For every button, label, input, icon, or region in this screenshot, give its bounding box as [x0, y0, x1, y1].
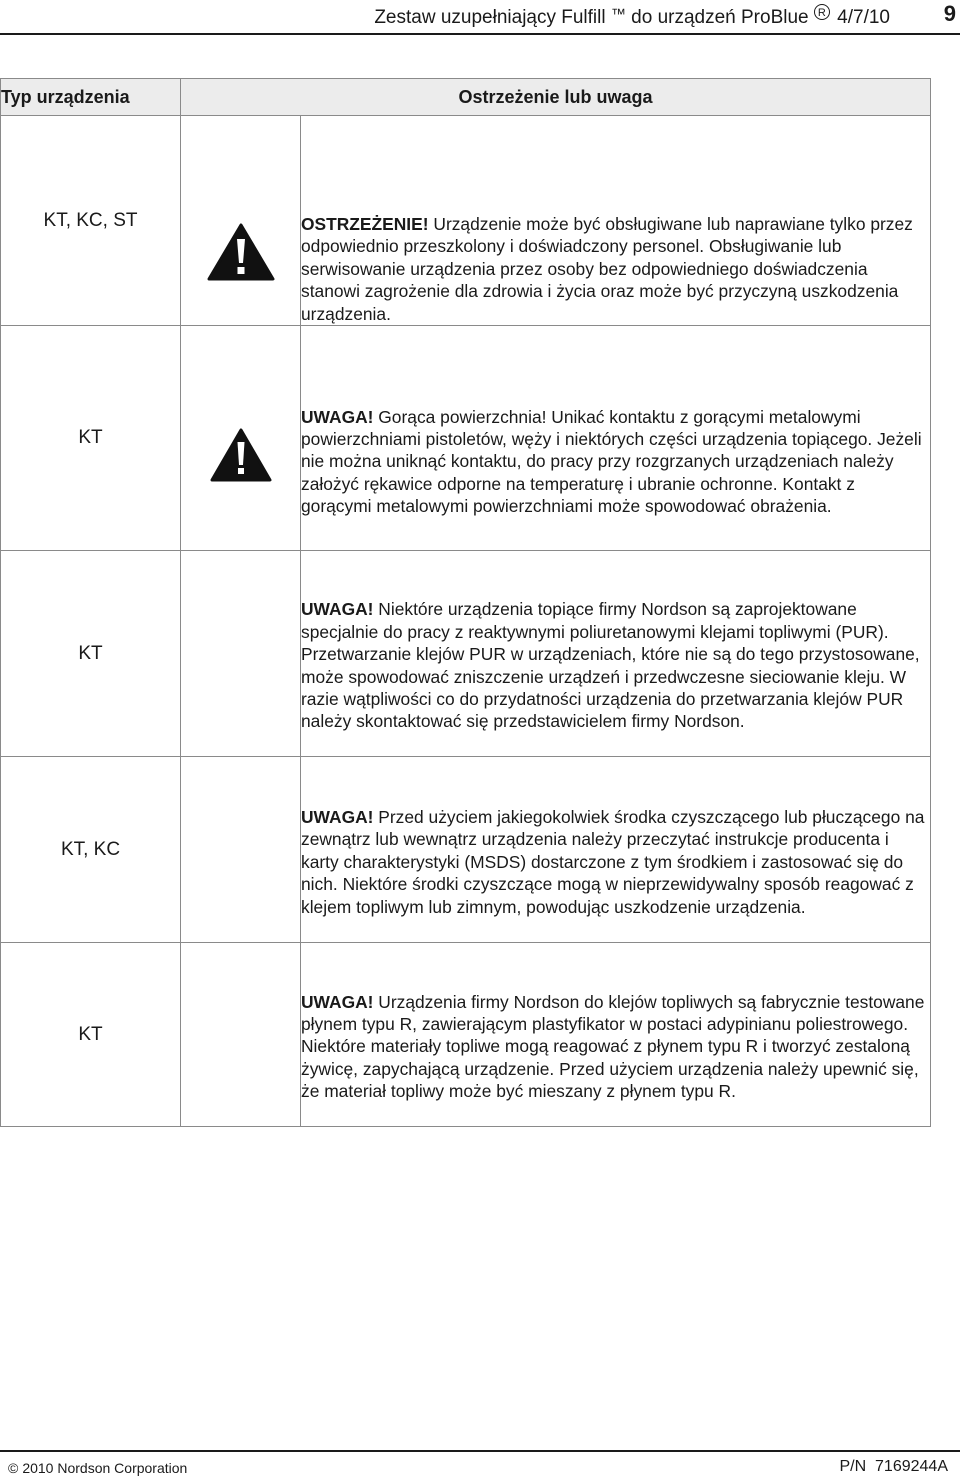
footer-rule — [0, 1450, 960, 1452]
trademark-symbol: ™ — [610, 6, 626, 23]
table-row — [1, 116, 931, 326]
part-number: P/N 7169244A — [839, 1458, 948, 1475]
message-text: Przed użyciem jakiegokolwiek środka czyszczącego lub płuczącego na zewnątrz lub wewnątrz urządzenia należy przeczytać instrukcje producenta i karty charakterystyki (MSDS) dostarczone z tym środkiem i zastosować się do nich. Niektóre środki czyszczące mogą w nieprzewidywalny sposób reagować z klejem topliwym lub zimnym, powodując uszkodzenie urządzenia. — [301, 807, 925, 917]
column-header-type: Typ urządzenia — [1, 79, 181, 116]
message-cell — [301, 757, 931, 943]
table-row — [1, 326, 931, 551]
icon-cell — [181, 116, 301, 326]
warning-triangle-icon — [207, 223, 275, 281]
header-title — [374, 4, 890, 29]
message-text: Urządzenia firmy Nordson do klejów topliwych są fabrycznie testowane płynem typu R, zawierającym plastyfikator w postaci adypinianu poliestrowego. Niektóre materiały topliwe mogą reagować z płynem typu R i tworzyć zestaloną żywicę, zapychającą urządzenie. Przed użyciem urządzenia należy upewnić się, że materiał topliwy może być mieszany z płynem typu R. — [301, 991, 925, 1102]
header-title-part-1: Zestaw uzupełniający Fulfill — [374, 7, 606, 28]
message-keyword: UWAGA! — [301, 599, 374, 620]
table-row — [1, 943, 931, 1127]
message-keyword: UWAGA! — [301, 406, 374, 427]
column-header-message: Ostrzeżenie lub uwaga — [181, 79, 931, 116]
copyright-symbol: © — [8, 1460, 19, 1476]
header-title-part-3: 4/7/10 — [837, 7, 890, 28]
message-text: Gorąca powierzchnia! Unikać kontaktu z gorącymi metalowymi powierzchniami pistoletów, węży i niektórych części urządzenia topiącego. Jeżeli nie można uniknąć kontaktu, do pracy przy rozgrzanych urządzeniach należy założyć rękawice odporne na temperaturę i ubranie ochronne. Kontakt z gorącymi metalowymi powierzchniami może spowodować obrażenia. — [301, 406, 922, 517]
icon-cell — [181, 943, 301, 1127]
icon-cell — [181, 757, 301, 943]
message-cell — [301, 326, 931, 551]
icon-cell — [181, 551, 301, 757]
message-keyword: OSTRZEŻENIE! — [301, 214, 429, 234]
message-text: Urządzenie może być obsługiwane lub naprawiane tylko przez odpowiednio przeszkolony i doświadczony personel. Obsługiwanie lub serwisowanie urządzenia przez osoby bez odpowiedniego doświadczenia stanowi zagrożenie dla zdrowia i życia oraz może być przyczyną uszkodzenia urządzenia. — [301, 214, 913, 324]
registered-symbol: R — [814, 4, 830, 20]
icon-cell — [181, 326, 301, 551]
table-row — [1, 551, 931, 757]
device-type-cell: KT — [1, 551, 181, 757]
device-type-cell: KT — [1, 326, 181, 551]
copyright-text: 2010 Nordson Corporation — [22, 1460, 188, 1476]
caution-triangle-icon — [210, 428, 272, 482]
message-cell — [301, 551, 931, 757]
message-cell — [301, 943, 931, 1127]
message-text: Niektóre urządzenia topiące firmy Nordson są zaprojektowane specjalnie do pracy z reaktywnymi poliuretanowymi klejami topliwymi (PUR). Przetwarzanie klejów PUR w urządzeniach, które nie są do tego przystosowane, może spowodować zniszczenie urządzeń i przedwczesne sieciowanie kleju. W razie wątpliwości co do przydatności urządzenia do przetwarzania klejów PUR należy skontaktować się przedstawicielem firmy Nordson. — [301, 599, 920, 732]
message-cell — [301, 116, 931, 326]
device-type-cell: KT — [1, 943, 181, 1127]
footer-copyright — [8, 1460, 187, 1476]
warning-table — [0, 78, 931, 1127]
page-number: 9 — [943, 1, 956, 26]
table-header-row — [1, 79, 931, 116]
table-row — [1, 757, 931, 943]
device-type-cell: KT, KC — [1, 757, 181, 943]
header-title-part-2: do urządzeń ProBlue — [631, 7, 809, 28]
message-keyword: UWAGA! — [301, 807, 374, 828]
device-type-cell: KT, KC, ST — [1, 116, 181, 326]
header-rule — [0, 33, 960, 35]
message-keyword: UWAGA! — [301, 991, 374, 1012]
page-footer — [0, 1450, 960, 1480]
page-header — [0, 0, 960, 34]
